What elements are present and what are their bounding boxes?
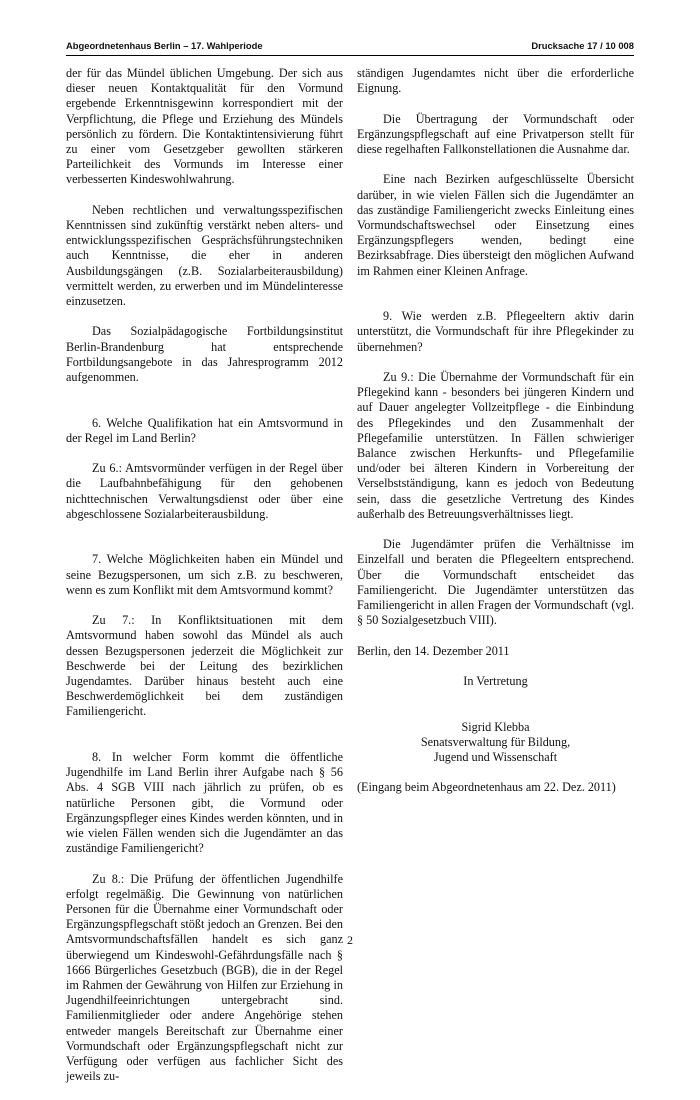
date-line: Berlin, den 14. Dezember 2011 <box>357 643 510 658</box>
header-divider <box>66 55 634 56</box>
in-vertretung: In Vertretung <box>463 674 528 688</box>
page-header <box>66 40 634 54</box>
receipt-note: (Eingang beim Abgeordnetenhaus am 22. Dez. 2011) <box>357 780 616 795</box>
page-number: 2 <box>347 933 353 947</box>
answer-6: Zu 6.: Amtsvormünder verfügen in der Regel über die Laufbahnbefähigung für den gehobenen nichttechnischen Verwaltungsdienst oder über eine abgeschlossene Sozialarbeiterausbildung. <box>66 461 343 521</box>
header-document-number: Drucksache 17 / 10 008 <box>531 40 634 51</box>
signatory-name: Sigrid Klebba <box>461 719 530 734</box>
paragraph-training-institute: Das Sozialpädagogische Fortbildungsinstitut Berlin-Brandenburg hat entsprechende Fortbildungsangebote in das Jahresprogramm 2012 aufgenommen. <box>66 324 343 385</box>
question-7: 7. Welche Möglichkeiten haben ein Mündel und seine Bezugspersonen, um sich z.B. zu beschweren, wenn es zum Konflikt mit dem Amtsvormund kommt? <box>66 552 343 597</box>
signatory-office-line-1: Senatsverwaltung für Bildung, <box>420 734 571 749</box>
question-6: 6. Welche Qualifikation hat ein Amtsvormund in der Regel im Land Berlin? <box>66 415 343 445</box>
right-column <box>357 66 634 811</box>
paragraph-youth-offices: Die Jugendämter prüfen die Verhältnisse im Einzelfall und beraten die Pflegeeltern entsprechend. Über die Vormundschaft entscheidet das Familiengericht. Die Jugendämter unterstützen das Familiengericht in allen Fragen der Vormundschaft (vgl. § 50 Sozialgesetzbuch VIII). <box>357 537 634 628</box>
answer-9: Zu 9.: Die Übernahme der Vormundschaft für ein Pflegekind kann - besonders bei jüngeren Kindern und auf Dauer angelegter Vollzeitpflege - die Einbindung des Pflegekindes und den Zusammenhalt der Pflegefamilie unterstützen. In Fällen schwieriger Balance zwischen Herkunfts- und Pflegefamilie und/oder bei älteren Kindern in Vorbereitung der Verselbstständigung, kann es jedoch von Bedeutung sein, dass die gesetzliche Vertretung des Kindes außerhalb des Betreuungsverhältnisses liegt. <box>357 369 634 521</box>
paragraph-knowledge: Neben rechtlichen und verwaltungsspezifischen Kenntnissen sind zukünftig verstärkt neben alters- und entwicklungsspezifischen Gesprächsführungstechniken auch Kenntnisse, die eher in anderen Ausbildungsgängen (z.B. Sozialarbeiterausbildung) vermittelt werden, zu erwerben und im Mündelinteresse einzusetzen. <box>66 202 343 309</box>
paragraph-continuation-right: ständigen Jugendamtes nicht über die erforderliche Eignung. <box>357 66 634 96</box>
signatory-office-line-2: Jugend und Wissenschaft <box>433 749 558 764</box>
paragraph-continuation: der für das Mündel üblichen Umgebung. Der sich aus dieser neuen Kontaktqualität für den Vormund ergebende Erkenntnisgewinn korrespondiert mit der Verpflichtung, die Pflege und Erziehung des Mündels persönlich zu fördern. Die Kontaktintensivierung führt zu einer vom Gesetzgeber gewollten stärkeren Parteilichkeit des Vormunds im Interesse einer verbesserten Kindeswohlwahrung. <box>66 66 343 187</box>
paragraph-transfer: Die Übertragung der Vormundschaft oder Ergänzungspflegschaft auf eine Privatperson stellt für diese regelhaften Fallkonstellationen die Ausnahme dar. <box>357 111 634 156</box>
header-parliament-title: Abgeordnetenhaus Berlin – 17. Wahlperiode <box>66 40 263 51</box>
question-8: 8. In welcher Form kommt die öffentliche Jugendhilfe im Land Berlin ihrer Aufgabe nach § 56 Abs. 4 SGB VIII nach jährlich zu prüfen, ob es natürliche Personen gibt, die Vormund oder Ergänzungspfleger eines Kindes werden könnten, und in wie vielen Fällen wenden sich die Jugendämter an das zuständige Familiengericht? <box>66 749 343 856</box>
answer-8: Zu 8.: Die Prüfung der öffentlichen Jugendhilfe erfolgt regelmäßig. Die Gewinnung von natürlichen Personen für die Übernahme einer Vormundschaft oder Ergänzungspflegschaft stößt jedoch an Grenzen. Bei den Amtsvormundschaftsfällen handelt es sich ganz überwiegend um Kindeswohl-Gefährdungsfälle nach § 1666 Bürgerliches Gesetzbuch (BGB), die in der Regel im Rahmen der Gewährung von Hilfen zur Erziehung in Jugendhilfeeinrichtungen untergebracht sind. Familienmitglieder oder andere Angehörige stehen entweder mangels Bereitschaft zur Übernahme einer Vormundschaft oder Ergänzungspflegschaft nicht zur Verfügung oder verfügen aus fachlicher Sicht des jeweils zu- <box>66 871 343 1084</box>
question-9: 9. Wie werden z.B. Pflegeeltern aktiv darin unterstützt, die Vormundschaft für ihre Pflegekinder zu übernehmen? <box>357 309 634 354</box>
paragraph-district-overview: Eine nach Bezirken aufgeschlüsselte Übersicht darüber, in wie vielen Fällen sich die Jugendämter an das zuständige Familiengericht zwecks Einleitung eines Vormundschaftswechsel oder Einsetzung eines Ergänzungspflegers wenden, bedingt eine Bezirksabfrage. Dies übersteigt den möglichen Aufwand im Rahmen einer Kleinen Anfrage. <box>357 172 634 278</box>
answer-7: Zu 7.: In Konfliktsituationen mit dem Amtsvormund haben sowohl das Mündel als auch dessen Bezugspersonen jederzeit die Möglichkeit zur Beschwerde bei der Leitung des bezirklichen Jugendamtes. Darüber hinaus besteht auch eine Beschwerdemöglichkeit bei dem zuständigen Familiengericht. <box>66 613 343 719</box>
